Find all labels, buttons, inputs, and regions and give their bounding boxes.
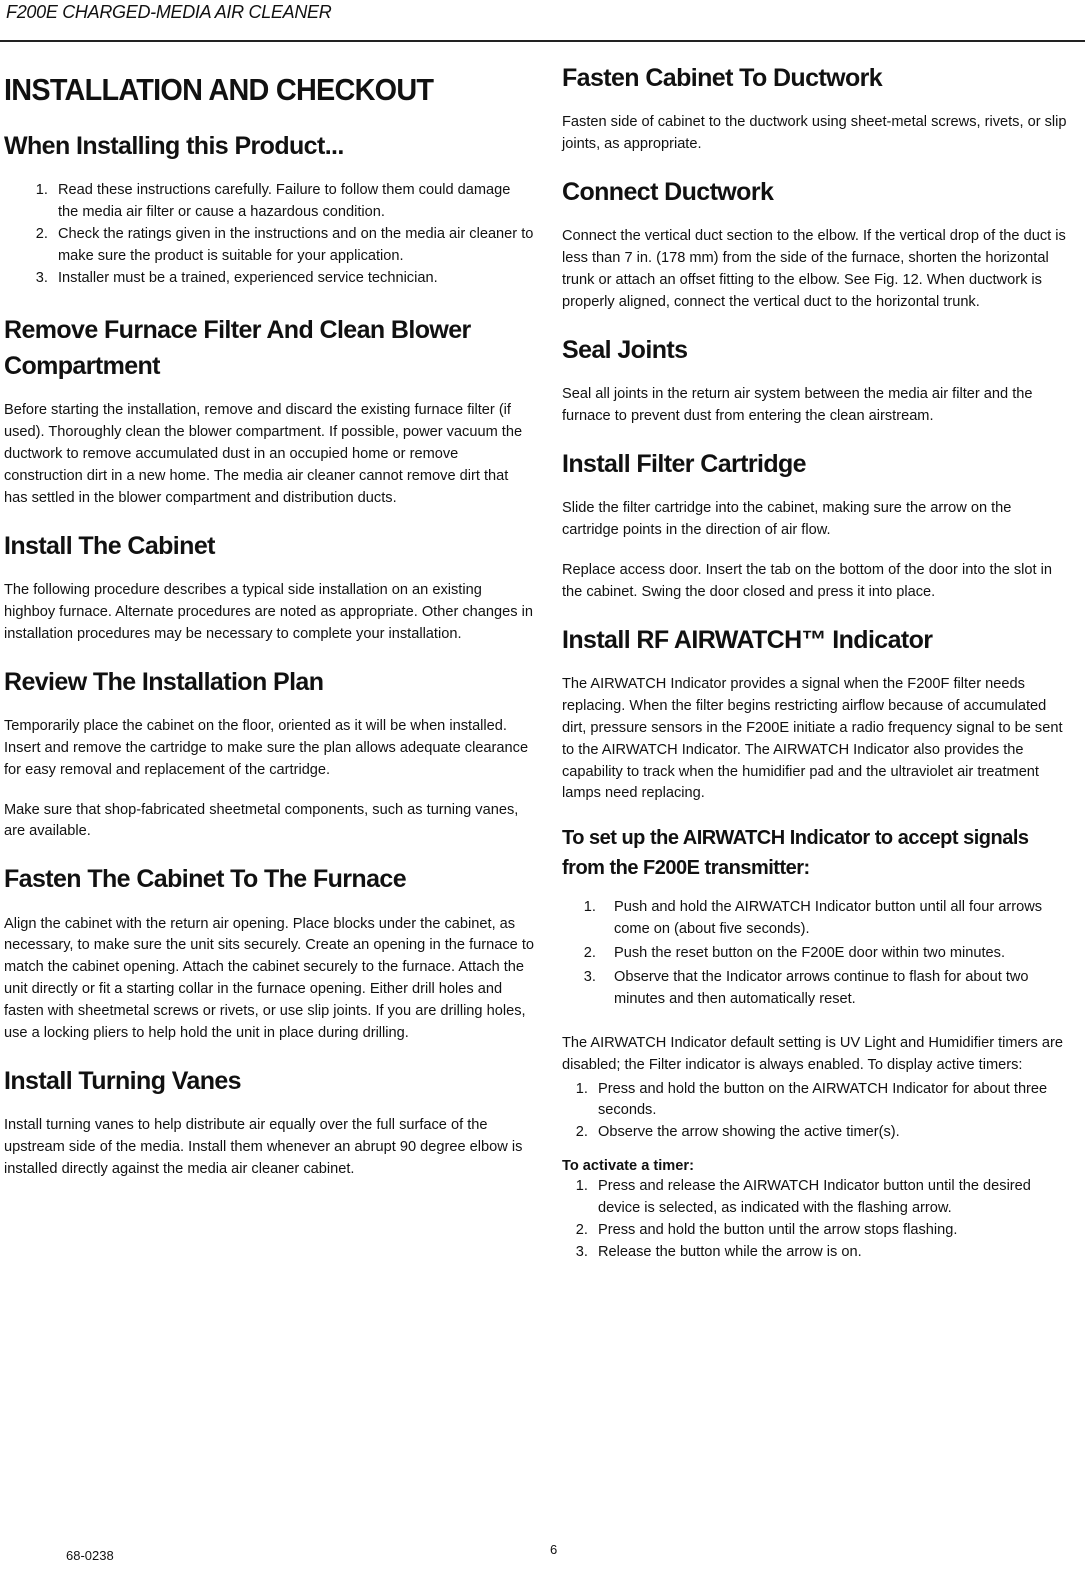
heading-filter-cartridge: Install Filter Cartridge bbox=[562, 449, 806, 478]
list-item: 2. Observe the arrow showing the active timer(s). bbox=[592, 1122, 1072, 1144]
review-plan-text-1: Temporarily place the cabinet on the floor, oriented as it will be when installed. Insert and remove the cartridge to make sure the plan allows adequate clearance for easy removal and replacement of the cartridge. bbox=[4, 717, 529, 778]
document-number: 68-0238 bbox=[66, 1548, 114, 1563]
list-item: 1. Read these instructions carefully. Failure to follow them could damage the media air filter or cause a hazardous condition. bbox=[52, 180, 534, 224]
list-item: 2. Push the reset button on the F200E door within two minutes. bbox=[600, 943, 1072, 965]
heading-remove-filter: Remove Furnace Filter And Clean Blower Compartment bbox=[4, 315, 471, 380]
heading-connect-ductwork: Connect Ductwork bbox=[562, 178, 774, 207]
activate-timer-label: To activate a timer: bbox=[562, 1158, 694, 1175]
seal-joints-text: Seal all joints in the return air system between the media air filter and the furnace to prevent dust from entering the clean airstream. bbox=[562, 386, 1033, 424]
filter-cartridge-text-2: Replace access door. Insert the tab on the bottom of the door into the slot in the cabinet. Swing the door closed and press it into place. bbox=[562, 561, 1053, 600]
heading-airwatch-setup: To set up the AIRWATCH Indicator to accept signals from the F200E transmitter: bbox=[562, 827, 1029, 880]
list-item: 1. Press and hold the button on the AIRWATCH Indicator for about three seconds. bbox=[592, 1079, 1072, 1123]
fasten-furnace-text: Align the cabinet with the return air opening. Place blocks under the cabinet, as necessary, to make sure the unit sits securely. Create an opening in the furnace to match the cabinet opening. Attach the cabinet securely to the furnace. Attach the unit directly or fit a starting collar in the furnace opening. Either drill holes and fasten with sheetmetal screws or rivets, or use slip joints. If you are drilling holes, use a locking pliers to help hold the unit in place during drilling. bbox=[4, 915, 534, 1041]
list-item: 3. Release the button while the arrow is on. bbox=[592, 1242, 1072, 1264]
heading-review-plan: Review The Installation Plan bbox=[4, 667, 324, 696]
fasten-ductwork-text: Fasten side of cabinet to the ductwork using sheet-metal screws, rivets, or slip joints, as appropriate. bbox=[562, 114, 1067, 153]
list-item: 3. Installer must be a trained, experienced service technician. bbox=[52, 268, 534, 290]
airwatch-text: The AIRWATCH Indicator provides a signal when the F200F filter needs replacing. When the filter begins restricting airflow because of accumulated dirt, pressure sensors in the F200E initiate a radio frequency signal to be sent to the AIRWATCH Indicator. The AIRWATCH Indicator also provides the capability to track when the humidifier pad and the ultraviolet air treatment lamps need replacing. bbox=[562, 675, 1063, 802]
heading-airwatch: Install RF AIRWATCH™ Indicator bbox=[562, 625, 933, 654]
main-title: INSTALLATION AND CHECKOUT bbox=[4, 72, 434, 107]
right-column bbox=[562, 60, 1072, 1278]
heading-fasten-furnace: Fasten The Cabinet To The Furnace bbox=[4, 865, 407, 894]
heading-when-installing: When Installing this Product... bbox=[4, 132, 344, 160]
left-column bbox=[4, 60, 534, 1199]
heading-turning-vanes: Install Turning Vanes bbox=[4, 1066, 241, 1095]
list-item: 2. Press and hold the button until the arrow stops flashing. bbox=[592, 1220, 1072, 1242]
connect-ductwork-text: Connect the vertical duct section to the elbow. If the vertical drop of the duct is less than 7 in. (178 mm) from the side of the furnace, shorten the horizontal trunk or attach an offset fitting to the elbow. See Fig. 12. When ductwork is properly aligned, connect the vertical duct to the horizontal trunk. bbox=[562, 228, 1066, 310]
page-header bbox=[0, 0, 1085, 42]
display-timers-list bbox=[562, 1079, 1072, 1145]
review-plan-text-2: Make sure that shop-fabricated sheetmetal components, such as turning vanes, are available. bbox=[4, 801, 519, 840]
turning-vanes-text: Install turning vanes to help distribute air equally over the full surface of the upstream side of the media. Install them whenever an abrupt 90 degree elbow is installed directly against the media air cleaner cabinet. bbox=[4, 1117, 523, 1177]
heading-seal-joints: Seal Joints bbox=[562, 335, 688, 364]
installing-list bbox=[4, 180, 534, 289]
list-item: 1. Press and release the AIRWATCH Indicator button until the desired device is selected, as indicated with the flashing arrow. bbox=[592, 1176, 1072, 1220]
setup-list bbox=[562, 897, 1072, 1010]
header-title: F200E CHARGED-MEDIA AIR CLEANER bbox=[6, 2, 332, 22]
install-cabinet-text: The following procedure describes a typical side installation on an existing highboy furnace. Alternate procedures are noted as appropriate. Other changes in installation procedures may be necessary to complete your installation. bbox=[4, 581, 533, 642]
list-item: 3. Observe that the Indicator arrows continue to flash for about two minutes and then automatically reset. bbox=[600, 967, 1072, 1011]
page-number: 6 bbox=[550, 1542, 558, 1557]
heading-install-cabinet: Install The Cabinet bbox=[4, 531, 215, 560]
heading-fasten-ductwork: Fasten Cabinet To Ductwork bbox=[562, 64, 883, 92]
activate-timer-list bbox=[562, 1176, 1072, 1264]
default-setting-text: The AIRWATCH Indicator default setting is UV Light and Humidifier timers are disabled; the Filter indicator is always enabled. To display active timers: bbox=[562, 1034, 1063, 1073]
list-item: 2. Check the ratings given in the instructions and on the media air cleaner to make sure the product is suitable for your application. bbox=[52, 224, 534, 268]
remove-filter-text: Before starting the installation, remove and discard the existing furnace filter (if used). Thoroughly clean the blower compartment. If possible, power vacuum the ductwork to remove accumulated dust in an occupied home or remove construction dirt in a new home. The media air cleaner cannot remove dirt that has settled in the blower compartment and distribution ducts. bbox=[4, 402, 523, 506]
filter-cartridge-text-1: Slide the filter cartridge into the cabinet, making sure the arrow on the cartridge points in the direction of air flow. bbox=[562, 500, 1012, 539]
list-item: 1. Push and hold the AIRWATCH Indicator button until all four arrows come on (about five seconds). bbox=[600, 897, 1072, 941]
